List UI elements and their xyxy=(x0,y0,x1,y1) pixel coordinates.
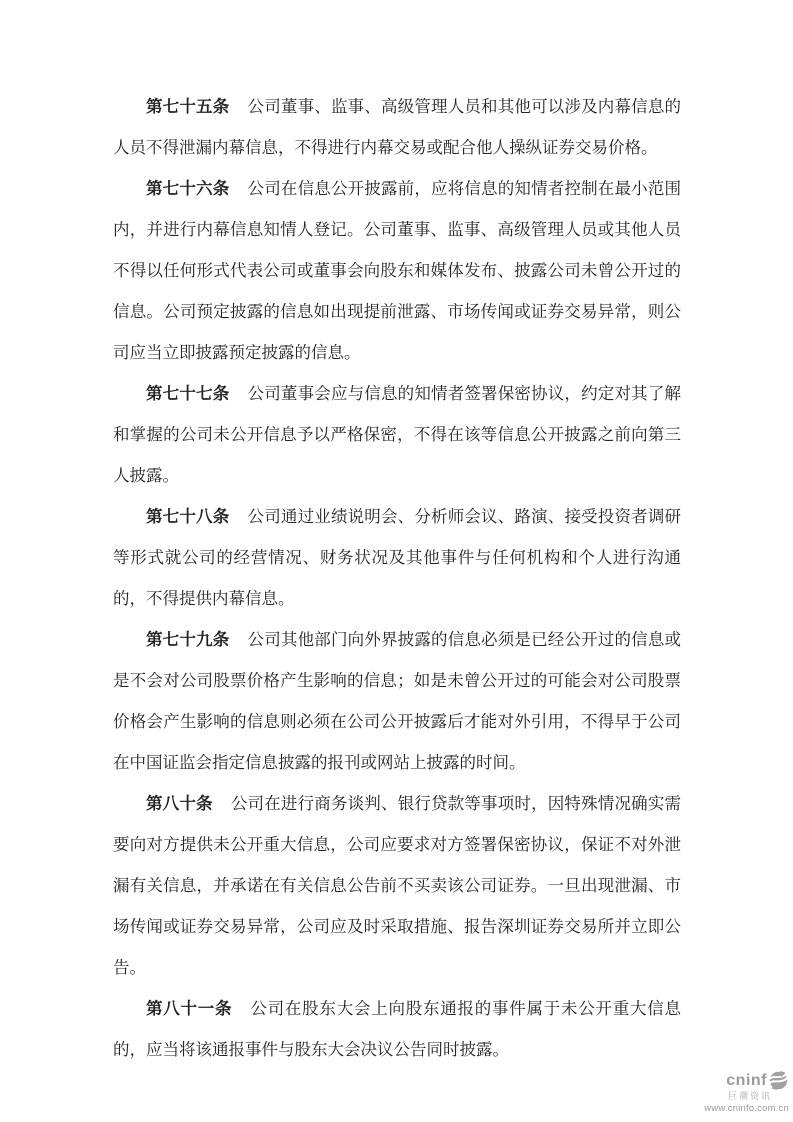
article-text: 公司其他部门向外界披露的信息必须是已经公开过的信息或是不会对公司股票价格产生影响的信息；如是未曾公开过的可能会对公司股票价格会产生影响的信息则必须在公司公开披露后才能对外引用，不得早于公司在中国证监会指定信息披露的报刊或网站上披露的时间。 xyxy=(113,630,682,772)
article-text: 公司董事、监事、高级管理人员和其他可以涉及内幕信息的人员不得泄漏内幕信息，不得进行内幕交易或配合他人操纵证券交易价格。 xyxy=(113,97,682,157)
article-text: 公司在股东大会上向股东通报的事件属于未公开重大信息的，应当将该通报事件与股东大会决议公告同时披露。 xyxy=(113,999,682,1059)
article-number: 第八十条 xyxy=(146,794,213,813)
article-paragraph xyxy=(113,783,681,988)
article-number: 第七十六条 xyxy=(146,179,230,198)
article-text: 公司通过业绩说明会、分析师会议、路演、接受投资者调研等形式就公司的经营情况、财务状况及其他事件与任何机构和个人进行沟通的，不得提供内幕信息。 xyxy=(113,507,682,608)
cninfo-logo-brand-row xyxy=(704,1070,789,1091)
article-number: 第八十一条 xyxy=(146,999,233,1018)
cninfo-swirl-icon xyxy=(768,1070,789,1091)
article-paragraph xyxy=(113,619,681,783)
article-number: 第七十七条 xyxy=(146,384,230,403)
cninfo-website-url: www.cninfo.com.cn xyxy=(704,1103,789,1114)
cninfo-brand-text: cninf xyxy=(726,1071,767,1089)
article-paragraph xyxy=(113,988,681,1070)
article-paragraph xyxy=(113,496,681,619)
article-paragraph xyxy=(113,168,681,373)
article-paragraph xyxy=(113,373,681,496)
article-paragraph xyxy=(113,86,681,168)
article-text: 公司董事会应与信息的知情者签署保密协议，约定对其了解和掌握的公司未公开信息予以严格保密，不得在该等信息公开披露之前向第三人披露。 xyxy=(113,384,682,485)
article-text: 公司在信息公开披露前，应将信息的知情者控制在最小范围内，并进行内幕信息知情人登记。公司董事、监事、高级管理人员或其他人员不得以任何形式代表公司或董事会向股东和媒体发布、披露公司未曾公开过的信息。公司预定披露的信息如出现提前泄露、市场传闻或证券交易异常，则公司应当立即披露预定披露的信息。 xyxy=(113,179,682,362)
article-number: 第七十八条 xyxy=(146,507,230,526)
article-number: 第七十九条 xyxy=(146,630,230,649)
article-number: 第七十五条 xyxy=(146,97,230,116)
cninfo-logo xyxy=(704,1070,789,1114)
cninfo-chinese-name: 巨潮资讯 xyxy=(727,1091,772,1101)
article-text: 公司在进行商务谈判、银行贷款等事项时，因特殊情况确实需要向对方提供未公开重大信息，公司应要求对方签署保密协议，保证不对外泄漏有关信息，并承诺在有关信息公告前不买卖该公司证券。一旦出现泄漏、市场传闻或证券交易异常，公司应及时采取措施、报告深圳证券交易所并立即公告。 xyxy=(113,794,682,977)
article-list xyxy=(113,86,681,1070)
